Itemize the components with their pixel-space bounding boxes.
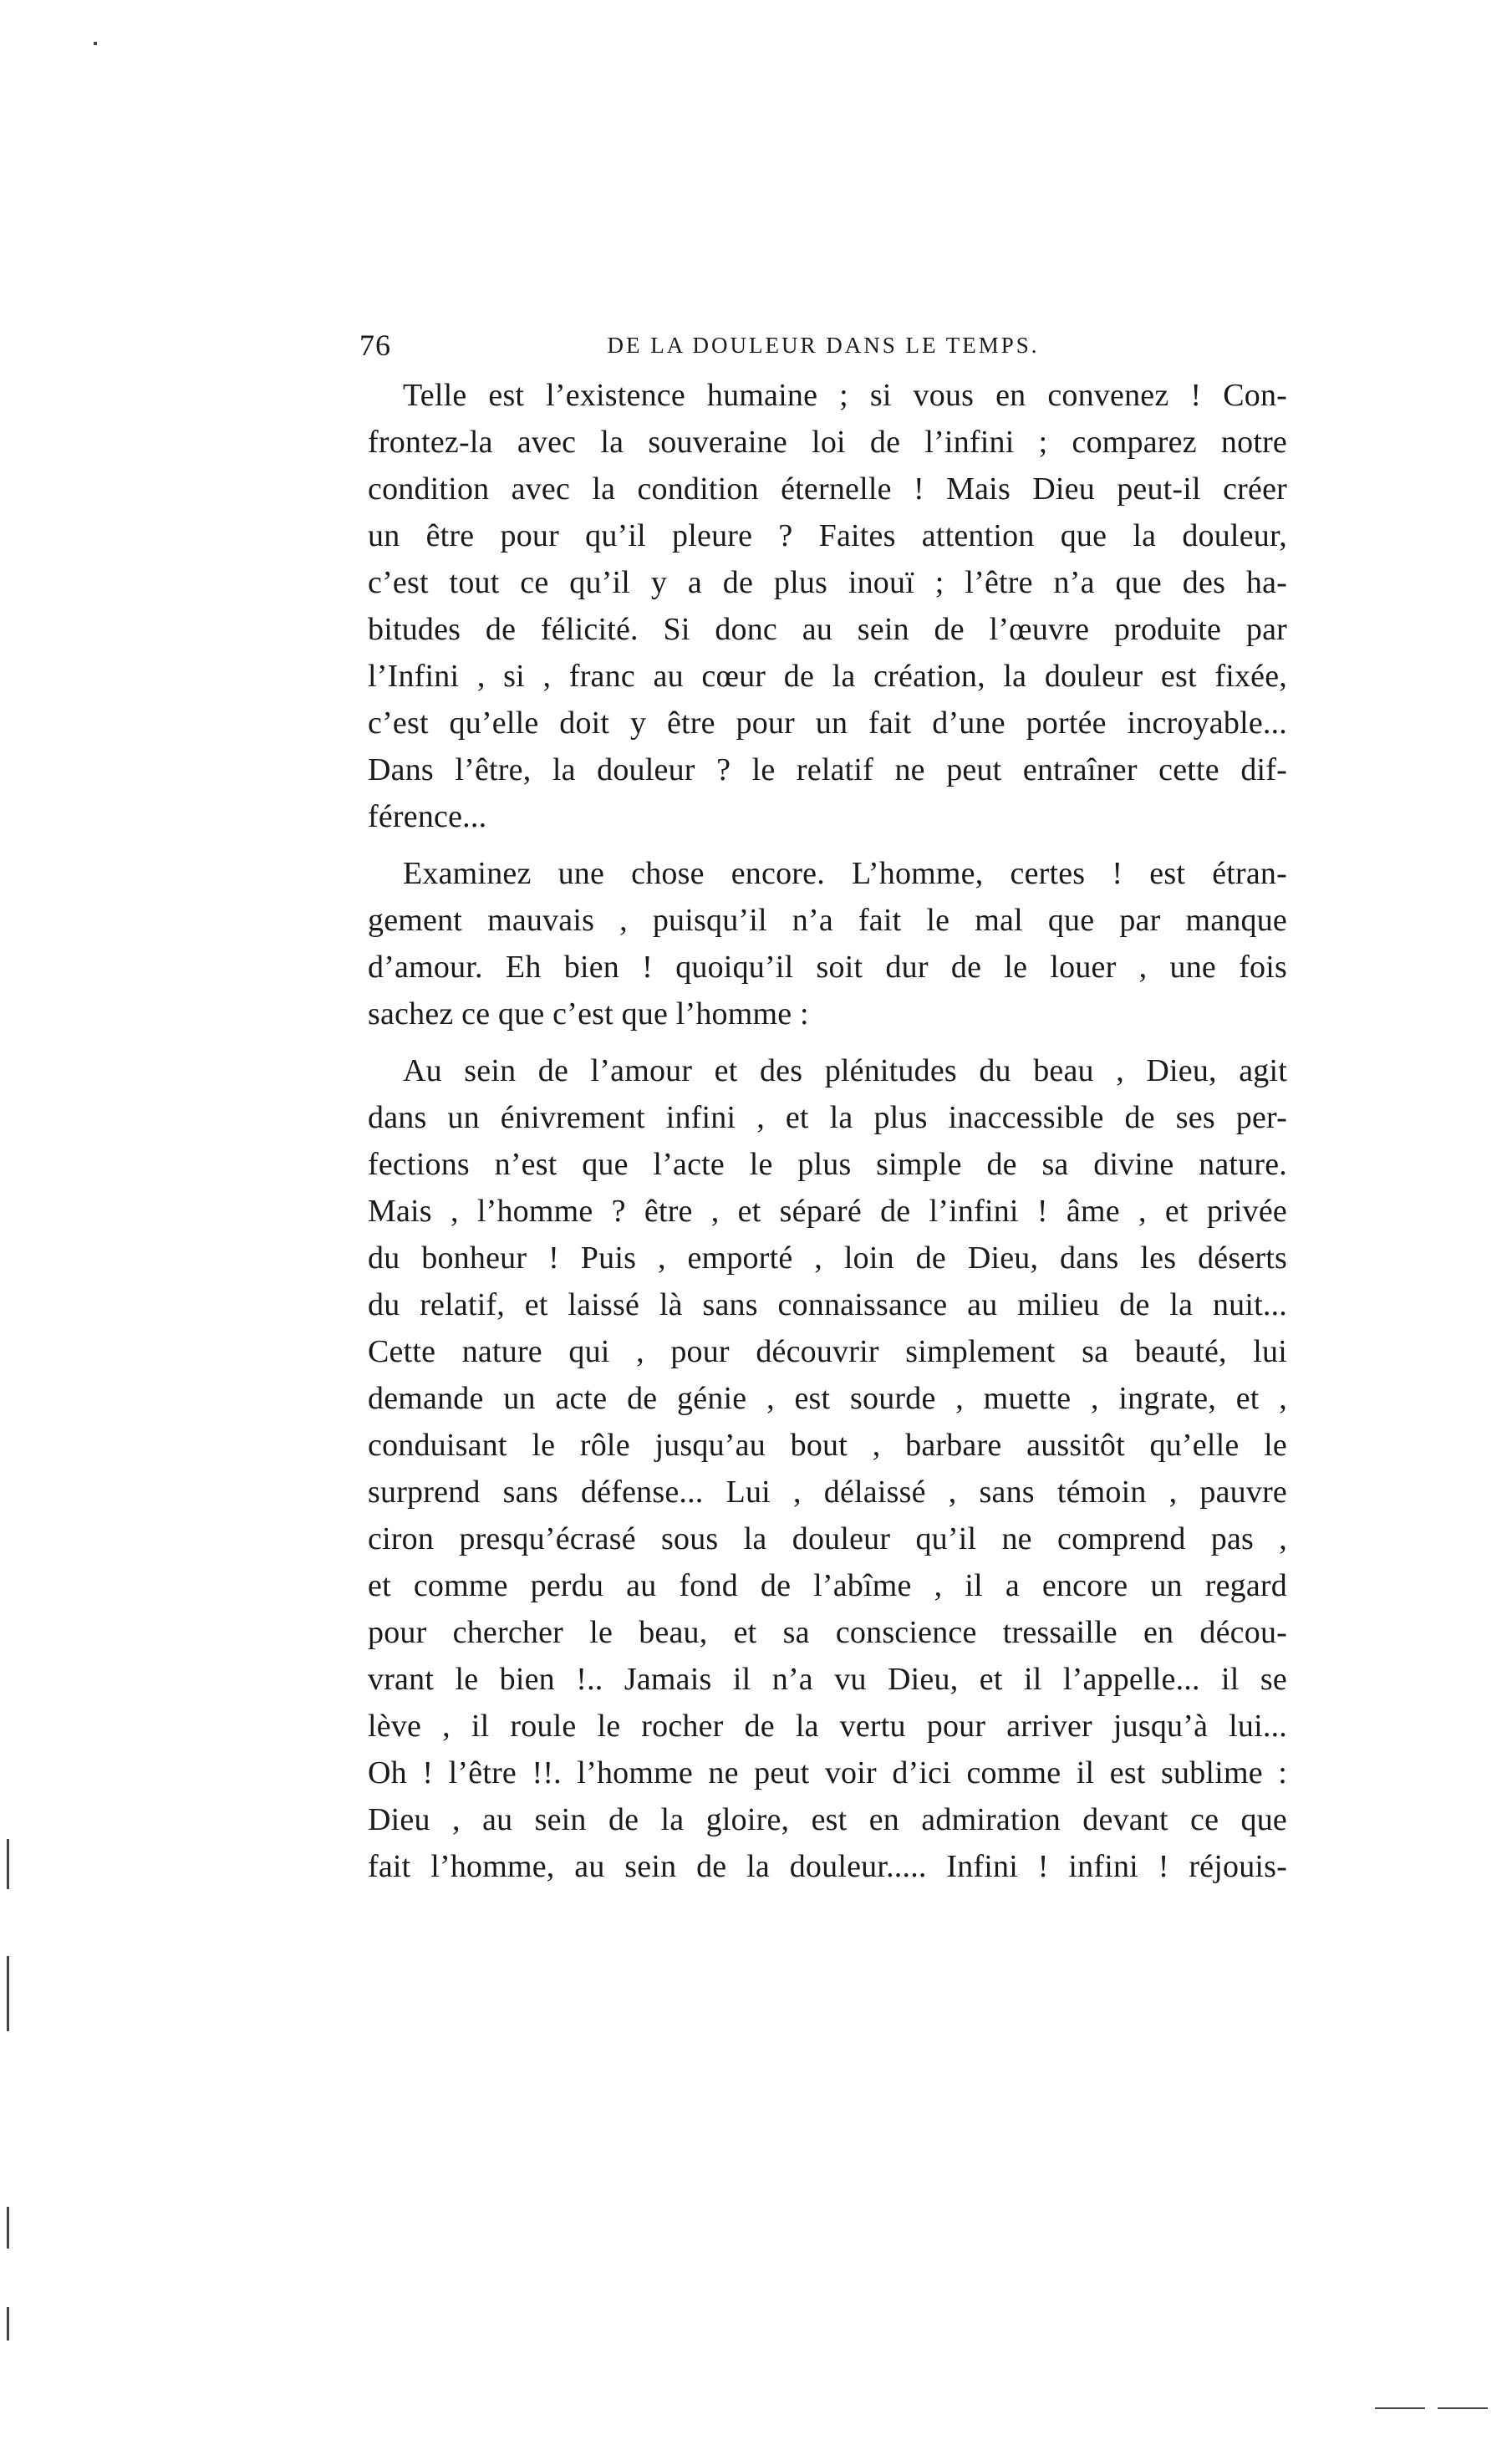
text-line: Mais , l’homme ? être , et séparé de l’infini ! âme , et privée bbox=[368, 1194, 1287, 1229]
scan-speck bbox=[94, 42, 97, 45]
text-line: vrant le bien !.. Jamais il n’a vu Dieu, et il l’appelle... il se bbox=[368, 1662, 1287, 1697]
text-line: gement mauvais , puisqu’il n’a fait le mal que par manque bbox=[368, 903, 1287, 938]
text-line: Cette nature qui , pour découvrir simplement sa beauté, lui bbox=[368, 1334, 1287, 1369]
text-line: lève , il roule le rocher de la vertu pour arriver jusqu’à lui... bbox=[368, 1709, 1287, 1744]
paragraph bbox=[368, 1047, 1287, 1890]
text-line: un être pour qu’il pleure ? Faites attention que la douleur, bbox=[368, 518, 1287, 553]
body-text bbox=[368, 372, 1287, 1890]
paragraph bbox=[368, 850, 1287, 1037]
scan-rule bbox=[1438, 2407, 1488, 2409]
scan-speck bbox=[7, 2207, 9, 2249]
text-line: bitudes de félicité. Si donc au sein de l’œuvre produite par bbox=[368, 612, 1287, 647]
text-line: férence... bbox=[368, 799, 487, 834]
scan-rule bbox=[1375, 2407, 1425, 2409]
text-line: conduisant le rôle jusqu’au bout , barbare aussitôt qu’elle le bbox=[368, 1428, 1287, 1463]
text-line: dans un énivrement infini , et la plus inaccessible de ses per- bbox=[368, 1100, 1287, 1135]
text-line: Au sein de l’amour et des plénitudes du beau , Dieu, agit bbox=[403, 1053, 1287, 1088]
text-line: d’amour. Eh bien ! quoiqu’il soit dur de le louer , une fois bbox=[368, 950, 1287, 985]
paragraph bbox=[368, 372, 1287, 840]
text-line: l’Infini , si , franc au cœur de la création, la douleur est fixée, bbox=[368, 659, 1287, 694]
scan-speck bbox=[7, 1839, 9, 1889]
page-number: 76 bbox=[359, 329, 391, 362]
text-line: Dieu , au sein de la gloire, est en admiration devant ce que bbox=[368, 1802, 1287, 1837]
text-line: ciron presqu’écrasé sous la douleur qu’il ne comprend pas , bbox=[368, 1521, 1287, 1556]
text-line: pour chercher le beau, et sa conscience tressaille en décou- bbox=[368, 1615, 1287, 1650]
text-line: et comme perdu au fond de l’abîme , il a encore un regard bbox=[368, 1568, 1287, 1603]
text-line: fections n’est que l’acte le plus simple de sa divine nature. bbox=[368, 1147, 1287, 1182]
scan-speck bbox=[7, 1956, 9, 2031]
running-head bbox=[359, 328, 1287, 378]
text-line: c’est tout ce qu’il y a de plus inouï ; l’être n’a que des ha- bbox=[368, 565, 1287, 600]
text-line: demande un acte de génie , est sourde , muette , ingrate, et , bbox=[368, 1381, 1287, 1416]
text-line: condition avec la condition éternelle ! Mais Dieu peut-il créer bbox=[368, 471, 1287, 507]
text-line: Oh ! l’être !!. l’homme ne peut voir d’ici comme il est sublime : bbox=[368, 1755, 1287, 1790]
running-head-title: DE LA DOULEUR DANS LE TEMPS. bbox=[607, 333, 1040, 358]
text-line: Examinez une chose encore. L’homme, certes ! est étran- bbox=[403, 856, 1287, 891]
text-line: du relatif, et laissé là sans connaissance au milieu de la nuit... bbox=[368, 1287, 1287, 1322]
text-line: frontez-la avec la souveraine loi de l’infini ; comparez notre bbox=[368, 425, 1287, 460]
scan-speck bbox=[7, 2307, 9, 2341]
text-line: Telle est l’existence humaine ; si vous en convenez ! Con- bbox=[403, 378, 1287, 413]
text-line: surprend sans défense... Lui , délaissé , sans témoin , pauvre bbox=[368, 1475, 1287, 1510]
text-line: du bonheur ! Puis , emporté , loin de Dieu, dans les déserts bbox=[368, 1240, 1287, 1276]
text-line: c’est qu’elle doit y être pour un fait d’une portée incroyable... bbox=[368, 705, 1287, 741]
text-line: fait l’homme, au sein de la douleur..... Infini ! infini ! réjouis- bbox=[368, 1849, 1287, 1884]
text-line: Dans l’être, la douleur ? le relatif ne peut entraîner cette dif- bbox=[368, 752, 1287, 787]
text-line: sachez ce que c’est que l’homme : bbox=[368, 996, 809, 1031]
